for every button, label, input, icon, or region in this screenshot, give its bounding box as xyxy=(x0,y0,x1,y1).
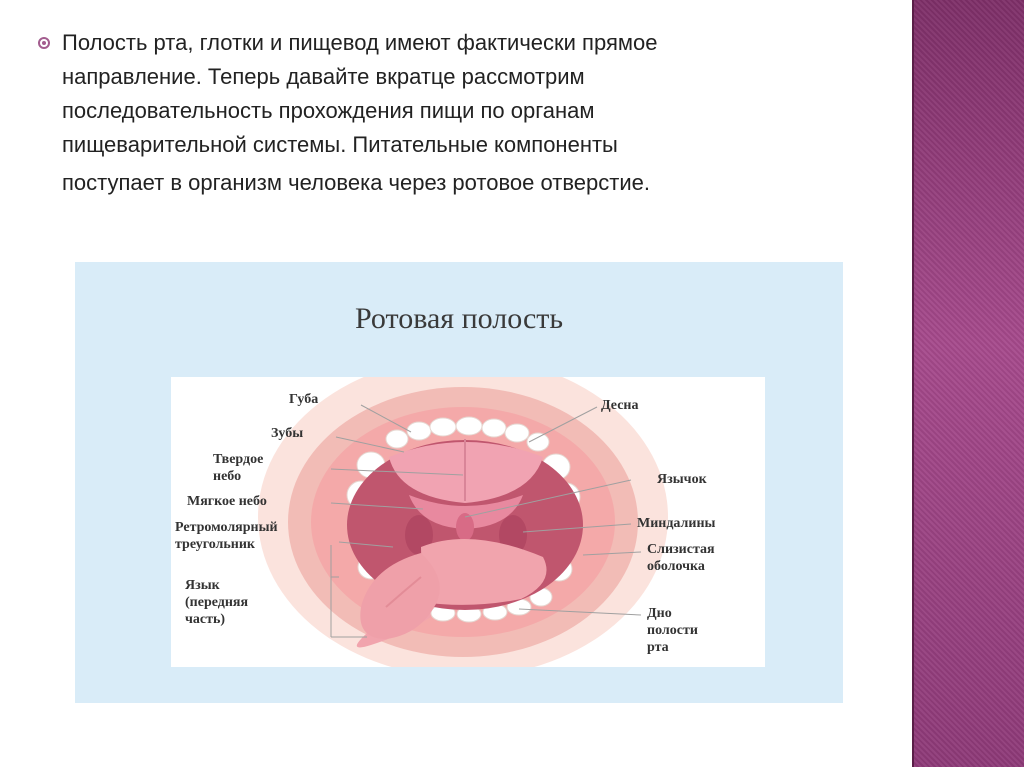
label-uvula: Язычок xyxy=(657,472,707,487)
label-mucosa: Слизистая оболочка xyxy=(647,542,715,574)
uvula xyxy=(456,513,474,541)
figure-title: Ротовая полость xyxy=(354,302,564,335)
paragraph-line-1: Полость рта, глотки и пищевод имеют фактически прямое xyxy=(62,30,658,55)
label-soft-palate: Мягкое небо xyxy=(187,494,267,509)
bullet-paragraph xyxy=(38,26,868,204)
label-tonsils: Миндалины xyxy=(637,516,716,531)
paragraph-line-4: пищеварительной системы. Питательные компоненты xyxy=(62,132,618,157)
label-tongue: Язык (передняя часть) xyxy=(185,578,249,627)
label-floor: Дно полости рта xyxy=(647,606,698,655)
label-retromolar: Ретромолярный треугольник xyxy=(175,520,278,552)
decorative-side-band xyxy=(914,0,1024,767)
bullet-icon xyxy=(38,37,50,49)
label-hard-palate: Твердое небо xyxy=(213,452,264,484)
paragraph-line-5: поступает в организм человека через ротовое отверстие. xyxy=(62,170,650,195)
paragraph-line-3: последовательность прохождения пищи по органам xyxy=(62,98,595,123)
mouth-diagram xyxy=(171,377,765,667)
paragraph-line-2: направление. Теперь давайте вкратце рассмотрим xyxy=(62,64,585,89)
label-gum: Десна xyxy=(601,398,639,413)
label-lip: Губа xyxy=(289,392,319,407)
figure-panel xyxy=(75,262,843,703)
paragraph-text xyxy=(62,26,657,204)
label-teeth: Зубы xyxy=(271,426,304,441)
